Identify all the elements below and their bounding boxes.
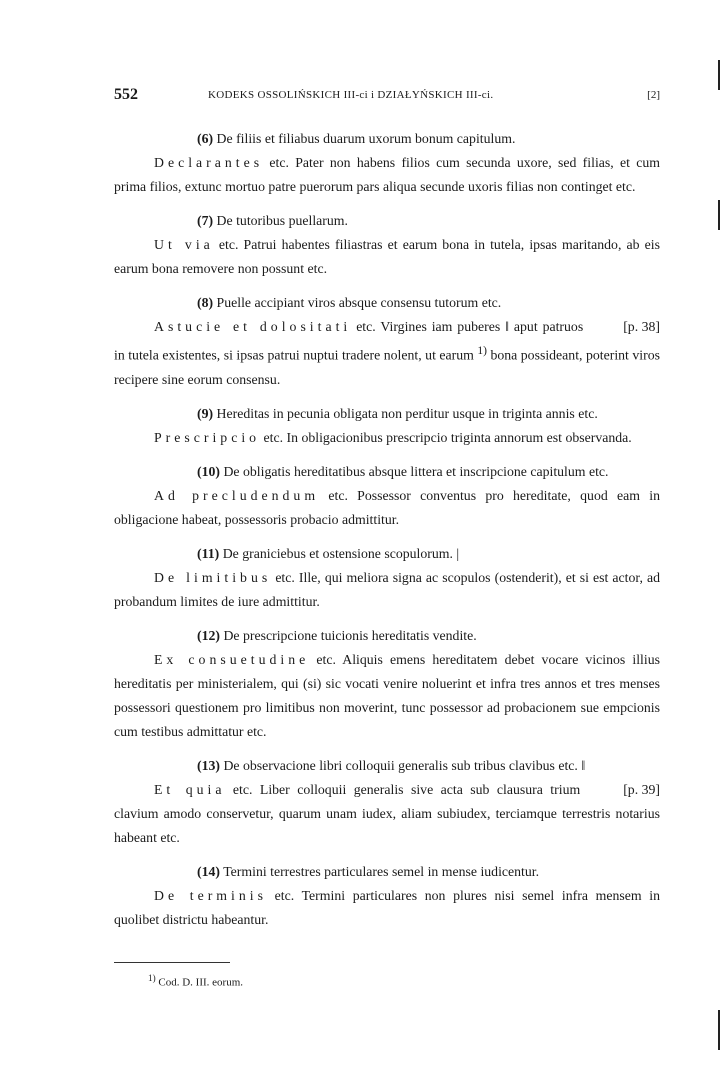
document-body xyxy=(114,127,660,932)
section-text: Ut via etc. Patrui habentes filiastras et earum bona in tutela, ipsas maritando, ab eis earum bona removere non possunt etc. xyxy=(114,237,660,276)
footnote-mark: 1) xyxy=(148,973,156,983)
page-number: 552 xyxy=(114,86,138,103)
section-title: (14) Termini terrestres particulares semel in mense iudicentur. xyxy=(197,863,540,879)
section-text: Et quia etc. Liber colloquii generalis sive acta sub clausura trium clavium amodo conservetur, quarum unam iudex, aliam subiudex, terciamque terrestris notarius habeant etc. xyxy=(114,781,660,845)
header-title: KODEKS OSSOLIŃSKICH III-ci i DZIAŁYŃSKICH III-ci. xyxy=(208,89,494,101)
section-title: (12) De prescripcione tuicionis hereditatis vendite. xyxy=(197,627,477,643)
section-title: (6) De filiis et filiabus duarum uxorum bonum capitulum. xyxy=(197,131,516,146)
section-text: Prescripcio etc. In obligacionibus prescripcio triginta annorum est observanda. xyxy=(154,429,632,445)
section-title: (8) Puelle accipiant viros absque consensu tutorum etc. xyxy=(197,295,502,310)
section-text: Ad precludendum etc. Possessor conventus pro hereditate, quod eam in obligacione habeat, possessoris probacio admittitur. xyxy=(114,487,661,527)
section-text: Astucie et dolositati etc. Virgines iam puberes ‖ [p. 38] aput patruos in tutela existentes, si ipsas patrui nuptui tradere nolent, ut earum $^{1)}$ bona possideant, poterint viros recipere sine eorum consensu. xyxy=(114,315,660,392)
page-reference: [p. 39] xyxy=(623,781,660,797)
section-title: (13) De observacione libri colloquii generalis sub tribus clavibus etc. ‖ [p. 39] xyxy=(114,754,660,778)
running-head xyxy=(114,86,660,108)
footnote-ref: 1) xyxy=(477,345,487,357)
header-marker: [2] xyxy=(647,89,660,101)
section-title: (10) De obligatis hereditatibus absque littera et inscripcione capitulum etc. xyxy=(197,463,609,479)
footnote-text: Cod. D. III. eorum. xyxy=(158,976,244,989)
section-text: De terminis etc. Termini particulares non plures nisi semel infra mensem in quolibet districtu habeantur. xyxy=(114,887,660,927)
section-title: (9) Hereditas in pecunia obligata non perditur usque in triginta annis etc. xyxy=(197,405,598,421)
section-text: Declarantes etc. Pater non habens filios cum secunda uxore, sed filias, et cum prima filios, extunc mortuo patre puerorum pars aliqua secunde uxoris filias non continget etc. xyxy=(114,155,660,194)
section-text: De limitibus etc. Ille, qui meliora signa ac scopulos (ostenderit), et si est actor, ad probandum limites de iure admittitur. xyxy=(114,569,660,609)
section-title: (11) De graniciebus et ostensione scopulorum. | xyxy=(197,545,460,561)
section-title: (7) De tutoribus puellarum. xyxy=(197,213,348,228)
page-reference: [p. 38] xyxy=(623,319,660,334)
footnote-divider xyxy=(114,962,230,963)
footnote xyxy=(148,973,243,989)
section-text: Ex consuetudine etc. Aliquis emens hereditatem debet vocare vicinos illius hereditatis per ministerialem, qui (si) sic vocati venire noluerint et infra tres annos et tres menses possessori questionem pro limitibus non moverint, tunc possessor ad probacionem sue empcionis cum testibus admittatur etc. xyxy=(114,651,660,739)
